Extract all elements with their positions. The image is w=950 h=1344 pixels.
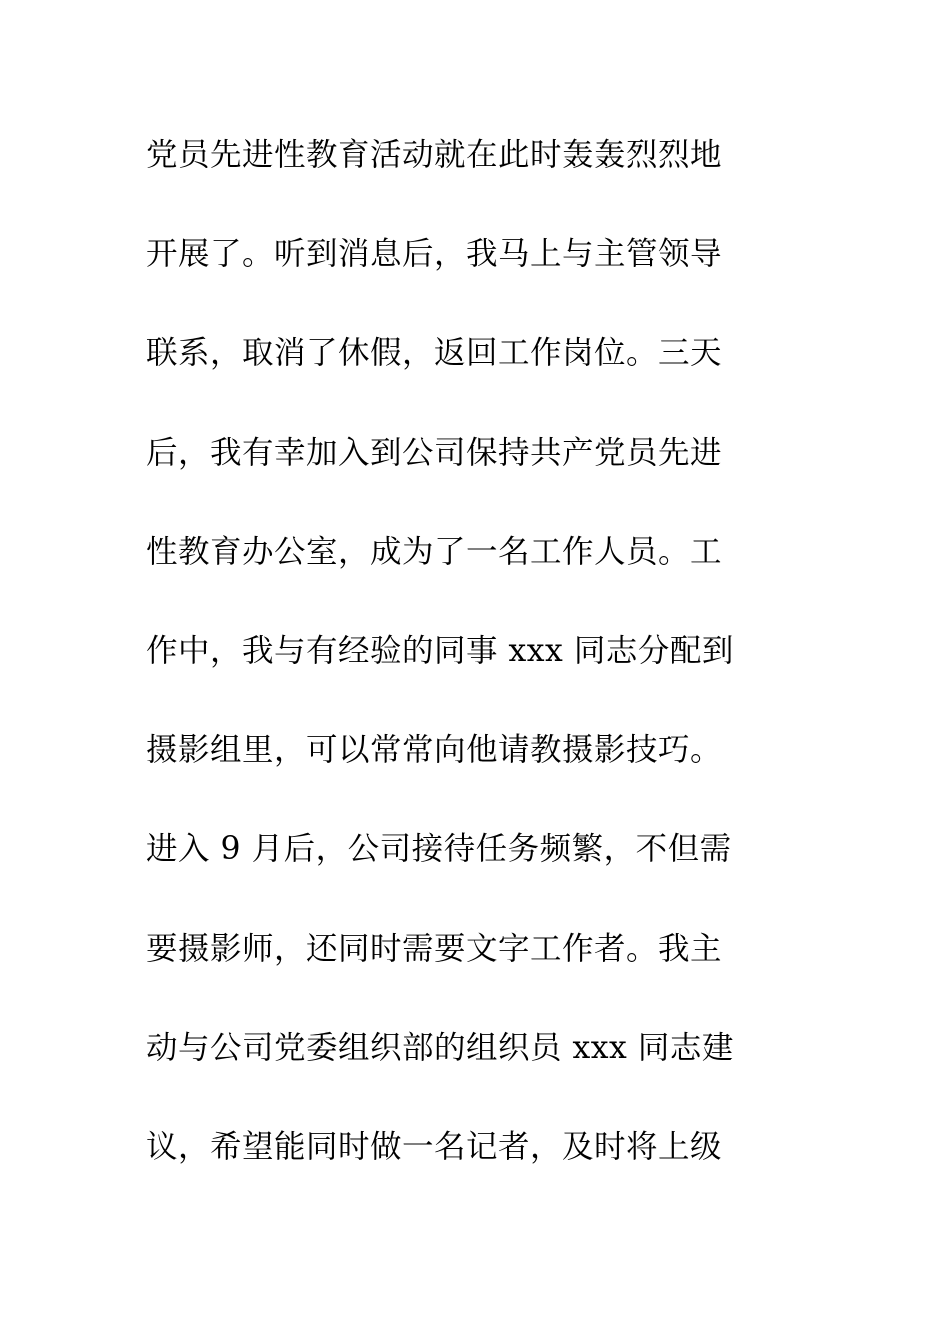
text-line: 党员先进性教育活动就在此时轰轰烈烈地 (146, 137, 723, 173)
text-line: 议，希望能同时做一名记者，及时将上级 (146, 1128, 723, 1165)
text-line: 后，我有幸加入到公司保持共产党员先进 (146, 434, 723, 471)
text-line: 摄影组里，可以常常向他请教摄影技巧。 (146, 732, 723, 769)
text-line: 联系，取消了休假，返回工作岗位。三天 (146, 335, 723, 372)
text-line: 性教育办公室，成为了一名工作人员。工 (146, 533, 723, 570)
text-line: 动与公司党委组织部的组织员 xxx 同志建 (146, 1029, 734, 1066)
text-line: 开展了。听到消息后，我马上与主管领导 (146, 236, 723, 273)
text-line: 进入 9 月后，公司接待任务频繁，不但需 (146, 831, 732, 868)
body-text (146, 124, 806, 1215)
text-line: 作中，我与有经验的同事 xxx 同志分配到 (146, 632, 734, 669)
text-line: 要摄影师，还同时需要文字工作者。我主 (146, 930, 723, 967)
